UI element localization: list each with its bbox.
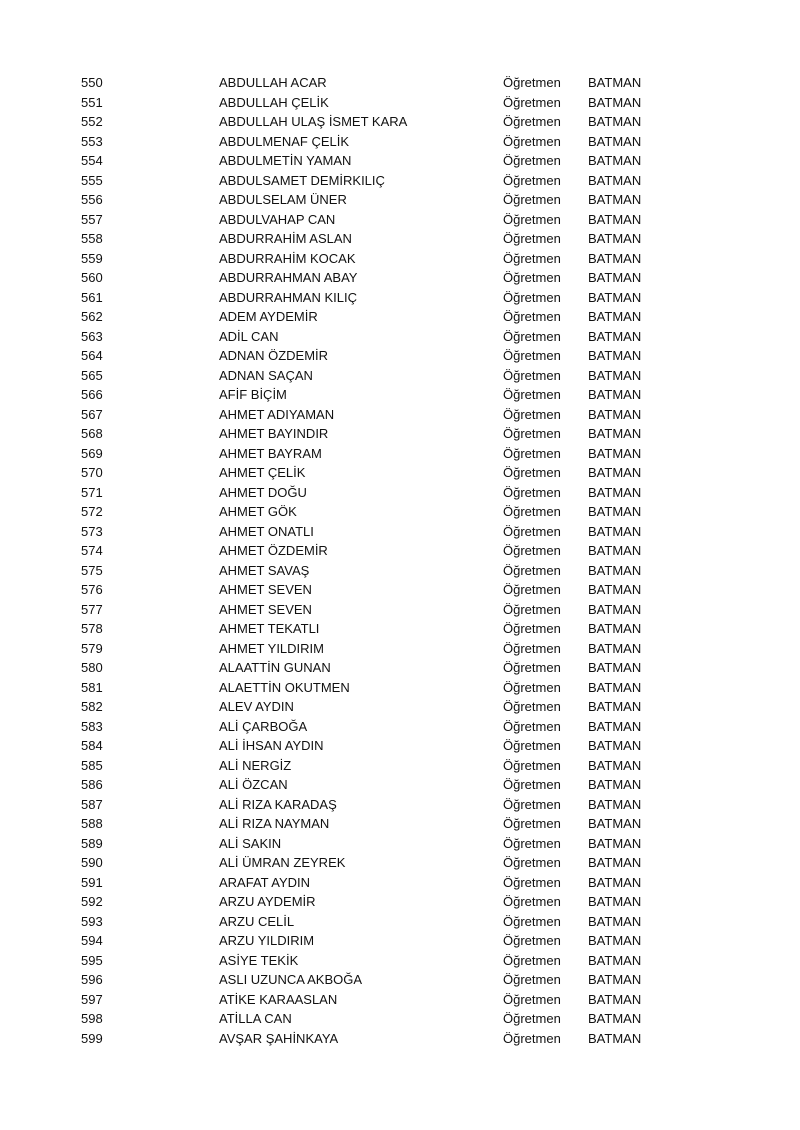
row-city: BATMAN [588,699,642,714]
row-name: AHMET ÇELİK [219,465,306,480]
row-name: ABDURRAHİM ASLAN [219,231,352,246]
table-row [0,892,800,912]
row-number: 587 [81,796,103,812]
row-name: AHMET YILDIRIM [219,640,324,656]
table-row [0,385,800,405]
row-role: Öğretmen [503,757,561,773]
row-number: 564 [81,348,103,363]
table-row [0,366,800,386]
table-row [0,522,800,542]
row-role: Öğretmen [503,874,561,890]
row-number: 554 [81,153,103,168]
row-city: BATMAN [588,718,642,734]
table-row [0,424,800,444]
row-city: BATMAN [588,465,642,480]
row-city: BATMAN [588,94,642,110]
row-number: 569 [81,445,103,461]
row-name: ABDULLAH ULAŞ İSMET KARA [219,114,408,129]
row-name: ABDULMENAF ÇELİK [219,133,350,149]
row-number: 590 [81,855,103,870]
row-number: 558 [81,231,103,246]
table-row [0,73,800,93]
row-name: ALAETTİN OKUTMEN [219,679,350,695]
row-name: AFİF BİÇİM [219,387,287,402]
row-role: Öğretmen [503,153,561,168]
row-city: BATMAN [588,504,642,519]
row-role: Öğretmen [503,426,561,441]
row-role: Öğretmen [503,952,561,968]
row-role: Öğretmen [503,523,561,539]
row-city: BATMAN [588,601,642,617]
row-city: BATMAN [588,972,642,987]
row-name: ABDULLAH ACAR [219,75,327,90]
row-role: Öğretmen [503,445,561,461]
row-number: 595 [81,952,103,968]
row-name: ABDULLAH ÇELİK [219,94,329,110]
table-row [0,288,800,308]
row-role: Öğretmen [503,192,561,207]
table-row [0,307,800,327]
row-role: Öğretmen [503,465,561,480]
table-row [0,249,800,269]
row-number: 583 [81,718,103,734]
row-role: Öğretmen [503,913,561,929]
row-number: 566 [81,387,103,402]
row-role: Öğretmen [503,894,561,909]
table-row [0,678,800,698]
row-name: ALEV AYDIN [219,699,294,714]
table-row [0,873,800,893]
row-city: BATMAN [588,738,642,753]
row-role: Öğretmen [503,582,561,597]
row-number: 596 [81,972,103,987]
row-number: 591 [81,874,103,890]
row-number: 565 [81,367,103,383]
row-number: 568 [81,426,103,441]
row-role: Öğretmen [503,777,561,792]
row-city: BATMAN [588,153,642,168]
row-number: 571 [81,484,103,500]
row-number: 559 [81,250,103,266]
row-role: Öğretmen [503,699,561,714]
row-name: AHMET BAYINDIR [219,426,329,441]
row-role: Öğretmen [503,601,561,617]
row-number: 598 [81,1011,103,1026]
table-row [0,931,800,951]
row-number: 578 [81,621,103,636]
row-name: ASİYE TEKİK [219,952,299,968]
row-number: 551 [81,94,103,110]
row-name: AHMET DOĞU [219,484,307,500]
row-role: Öğretmen [503,114,561,129]
row-name: AHMET SEVEN [219,582,312,597]
table-row [0,190,800,210]
row-city: BATMAN [588,913,642,929]
row-name: ABDULMETİN YAMAN [219,153,352,168]
row-name: ABDULVAHAP CAN [219,211,336,227]
table-row [0,834,800,854]
row-name: ADNAN SAÇAN [219,367,313,383]
row-number: 599 [81,1030,103,1046]
row-city: BATMAN [588,562,642,578]
row-number: 592 [81,894,103,909]
row-number: 589 [81,835,103,851]
row-city: BATMAN [588,582,642,597]
row-number: 588 [81,816,103,831]
row-city: BATMAN [588,835,642,851]
table-row [0,483,800,503]
row-city: BATMAN [588,621,642,636]
table-row [0,775,800,795]
table-row [0,600,800,620]
row-role: Öğretmen [503,1030,561,1046]
row-role: Öğretmen [503,348,561,363]
row-name: ADEM AYDEMİR [219,309,318,324]
row-name: ALİ ÖZCAN [219,777,288,792]
row-city: BATMAN [588,387,642,402]
row-number: 580 [81,660,103,675]
row-name: ARZU CELİL [219,913,295,929]
table-row [0,444,800,464]
table-row [0,502,800,522]
row-role: Öğretmen [503,816,561,831]
row-name: ABDURRAHİM KOCAK [219,250,356,266]
row-number: 572 [81,504,103,519]
row-city: BATMAN [588,309,642,324]
table-row [0,619,800,639]
row-name: AHMET GÖK [219,504,297,519]
row-city: BATMAN [588,250,642,266]
row-city: BATMAN [588,1011,642,1026]
row-role: Öğretmen [503,835,561,851]
row-role: Öğretmen [503,1011,561,1026]
row-role: Öğretmen [503,660,561,675]
table-row [0,346,800,366]
table-row [0,990,800,1010]
row-number: 584 [81,738,103,753]
row-role: Öğretmen [503,543,561,558]
row-name: ARZU AYDEMİR [219,894,316,909]
table-row [0,736,800,756]
table-row [0,541,800,561]
row-number: 576 [81,582,103,597]
row-number: 561 [81,289,103,305]
table-row [0,717,800,737]
row-role: Öğretmen [503,718,561,734]
row-number: 579 [81,640,103,656]
row-role: Öğretmen [503,991,561,1007]
row-role: Öğretmen [503,133,561,149]
row-number: 553 [81,133,103,149]
row-city: BATMAN [588,816,642,831]
row-role: Öğretmen [503,855,561,870]
row-role: Öğretmen [503,367,561,383]
row-role: Öğretmen [503,562,561,578]
row-name: AHMET SAVAŞ [219,562,310,578]
row-role: Öğretmen [503,309,561,324]
row-role: Öğretmen [503,504,561,519]
row-name: ASLI UZUNCA AKBOĞA [219,972,363,987]
table-row [0,112,800,132]
row-number: 557 [81,211,103,227]
roster-list [0,73,800,1048]
row-name: AVŞAR ŞAHİNKAYA [219,1030,339,1046]
row-number: 550 [81,75,103,90]
row-city: BATMAN [588,426,642,441]
row-name: ARAFAT AYDIN [219,874,311,890]
row-city: BATMAN [588,796,642,812]
table-row [0,171,800,191]
row-role: Öğretmen [503,328,561,344]
row-role: Öğretmen [503,289,561,305]
table-row [0,327,800,347]
row-city: BATMAN [588,991,642,1007]
row-name: ALİ RIZA KARADAŞ [219,796,337,812]
row-city: BATMAN [588,679,642,695]
row-role: Öğretmen [503,621,561,636]
row-number: 555 [81,172,103,188]
row-role: Öğretmen [503,484,561,500]
table-row [0,210,800,230]
row-city: BATMAN [588,523,642,539]
row-number: 556 [81,192,103,207]
table-row [0,1009,800,1029]
table-row [0,756,800,776]
row-name: ALAATTİN GUNAN [219,660,331,675]
table-row [0,229,800,249]
row-name: AHMET ÖZDEMİR [219,543,328,558]
row-city: BATMAN [588,543,642,558]
row-role: Öğretmen [503,406,561,422]
table-row [0,912,800,932]
table-row [0,561,800,581]
row-number: 570 [81,465,103,480]
row-role: Öğretmen [503,640,561,656]
row-city: BATMAN [588,211,642,227]
table-row [0,795,800,815]
row-number: 552 [81,114,103,129]
row-name: ABDULSAMET DEMİRKILIÇ [219,172,385,188]
row-city: BATMAN [588,270,642,285]
row-name: ALİ NERGİZ [219,757,292,773]
row-role: Öğretmen [503,94,561,110]
row-role: Öğretmen [503,75,561,90]
row-name: ALİ RIZA NAYMAN [219,816,330,831]
row-city: BATMAN [588,348,642,363]
row-name: ADİL CAN [219,328,279,344]
row-number: 582 [81,699,103,714]
row-city: BATMAN [588,328,642,344]
row-number: 574 [81,543,103,558]
row-number: 577 [81,601,103,617]
row-city: BATMAN [588,231,642,246]
row-name: ABDURRAHMAN KILIÇ [219,289,357,305]
row-role: Öğretmen [503,387,561,402]
row-number: 586 [81,777,103,792]
row-role: Öğretmen [503,972,561,987]
table-row [0,639,800,659]
table-row [0,1029,800,1049]
table-row [0,951,800,971]
row-name: AHMET BAYRAM [219,445,322,461]
row-name: ARZU YILDIRIM [219,933,315,948]
table-row [0,405,800,425]
row-number: 560 [81,270,103,285]
row-city: BATMAN [588,484,642,500]
row-name: ADNAN ÖZDEMİR [219,348,329,363]
table-row [0,853,800,873]
row-number: 573 [81,523,103,539]
table-row [0,463,800,483]
row-city: BATMAN [588,640,642,656]
row-role: Öğretmen [503,211,561,227]
table-row [0,814,800,834]
row-role: Öğretmen [503,172,561,188]
row-number: 581 [81,679,103,695]
row-city: BATMAN [588,933,642,948]
row-city: BATMAN [588,952,642,968]
row-number: 597 [81,991,103,1007]
row-name: AHMET ONATLI [219,523,314,539]
row-city: BATMAN [588,855,642,870]
row-name: AHMET SEVEN [219,601,312,617]
row-role: Öğretmen [503,679,561,695]
row-city: BATMAN [588,757,642,773]
row-city: BATMAN [588,894,642,909]
row-number: 585 [81,757,103,773]
row-city: BATMAN [588,133,642,149]
table-row [0,93,800,113]
row-city: BATMAN [588,114,642,129]
row-name: ABDULSELAM ÜNER [219,192,347,207]
table-row [0,132,800,152]
row-number: 567 [81,406,103,422]
row-city: BATMAN [588,289,642,305]
row-name: AHMET ADIYAMAN [219,406,335,422]
row-role: Öğretmen [503,270,561,285]
row-name: ALİ ÇARBOĞA [219,718,308,734]
table-row [0,658,800,678]
row-number: 563 [81,328,103,344]
row-role: Öğretmen [503,738,561,753]
row-name: ALİ ÜMRAN ZEYREK [219,855,346,870]
row-number: 575 [81,562,103,578]
row-city: BATMAN [588,367,642,383]
row-number: 594 [81,933,103,948]
row-city: BATMAN [588,874,642,890]
row-number: 593 [81,913,103,929]
table-row [0,151,800,171]
row-name: ALİ SAKIN [219,835,282,851]
row-city: BATMAN [588,1030,642,1046]
row-city: BATMAN [588,660,642,675]
table-row [0,268,800,288]
row-number: 562 [81,309,103,324]
row-city: BATMAN [588,172,642,188]
row-name: AHMET TEKATLI [219,621,320,636]
table-row [0,970,800,990]
row-role: Öğretmen [503,250,561,266]
row-city: BATMAN [588,406,642,422]
table-row [0,697,800,717]
row-name: ABDURRAHMAN ABAY [219,270,358,285]
table-row [0,580,800,600]
row-city: BATMAN [588,777,642,792]
row-role: Öğretmen [503,231,561,246]
row-city: BATMAN [588,192,642,207]
row-city: BATMAN [588,445,642,461]
row-role: Öğretmen [503,796,561,812]
row-role: Öğretmen [503,933,561,948]
row-name: ALİ İHSAN AYDIN [219,738,324,753]
row-name: ATİLLA CAN [219,1011,292,1026]
row-name: ATİKE KARAASLAN [219,991,338,1007]
row-city: BATMAN [588,75,642,90]
